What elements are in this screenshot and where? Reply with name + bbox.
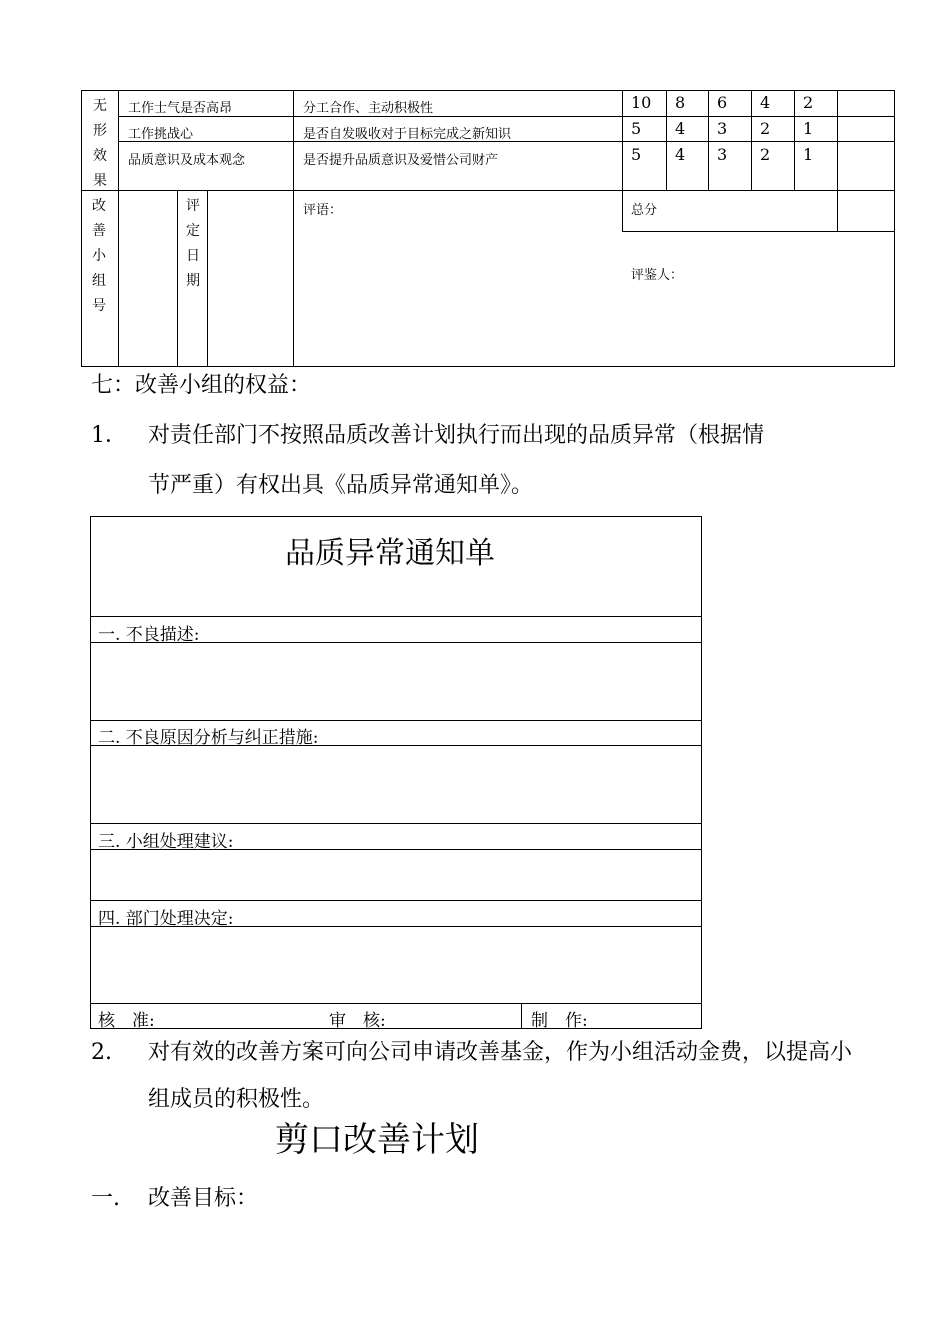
score-cell: 5 [631,119,642,138]
score-cell: 2 [760,145,771,164]
section-cause-analysis: 二. 不良原因分析与纠正措施: [98,728,319,748]
score-cell: 4 [675,145,686,164]
score-cell: 4 [675,119,686,138]
made-by-label: 制 作: [531,1011,588,1031]
item-2-text-line1: 对有效的改善方案可向公司申请改善基金，作为小组活动金费，以提高小 [148,1040,853,1065]
score-cell: 10 [631,93,652,112]
item-2-text-line2: 组成员的积极性。 [148,1087,325,1112]
score-cell: 6 [717,93,728,112]
criterion-teamwork: 分工合作、主动积极性 [303,101,434,116]
target-label: 改善目标： [148,1186,259,1211]
score-cell: 5 [631,145,642,164]
section-department-decision: 四. 部门处理决定: [98,909,234,929]
comment-label: 评语： [303,203,343,218]
group-number-label: 改善小组号 [92,198,106,314]
section-7-heading: 七：改善小组的权益： [91,373,312,398]
total-score-label: 总分 [631,203,658,218]
score-cell: 8 [675,93,686,112]
item-morale: 工作士气是否高昂 [128,101,233,116]
intangible-effect-label: 无形效果 [93,98,107,189]
score-cell: 2 [760,119,771,138]
item-1-text-line1: 对责任部门不按照品质改善计划执行而出现的品质异常（根据情 [148,423,765,448]
item-1-number: 1． [91,423,127,448]
notice-form-title: 品质异常通知单 [285,536,495,571]
review-label: 审 核: [329,1011,386,1031]
item-2-number: 2. [91,1040,112,1065]
reviewer-label: 评鉴人： [631,268,684,283]
score-cell: 3 [717,119,728,138]
target-number: 一. [91,1186,120,1211]
score-cell: 2 [803,93,814,112]
evaluation-date-label: 评定日期 [186,198,200,289]
score-cell: 3 [717,145,728,164]
item-quality-awareness: 品质意识及成本观念 [128,153,246,168]
score-cell: 1 [803,145,814,164]
item-1-text-line2: 节严重）有权出具《品质异常通知单》。 [148,473,534,498]
criterion-quality: 是否提升品质意识及爱惜公司财产 [303,153,499,168]
section-group-suggestion: 三. 小组处理建议: [98,832,234,852]
section-defect-description: 一. 不良描述: [98,625,200,645]
approve-label: 核 准: [98,1011,155,1031]
item-challenge: 工作挑战心 [128,127,194,142]
score-cell: 1 [803,119,814,138]
criterion-learning: 是否自发吸收对于目标完成之新知识 [303,127,512,142]
score-cell: 4 [760,93,771,112]
plan-title: 剪口改善计划 [275,1120,479,1160]
